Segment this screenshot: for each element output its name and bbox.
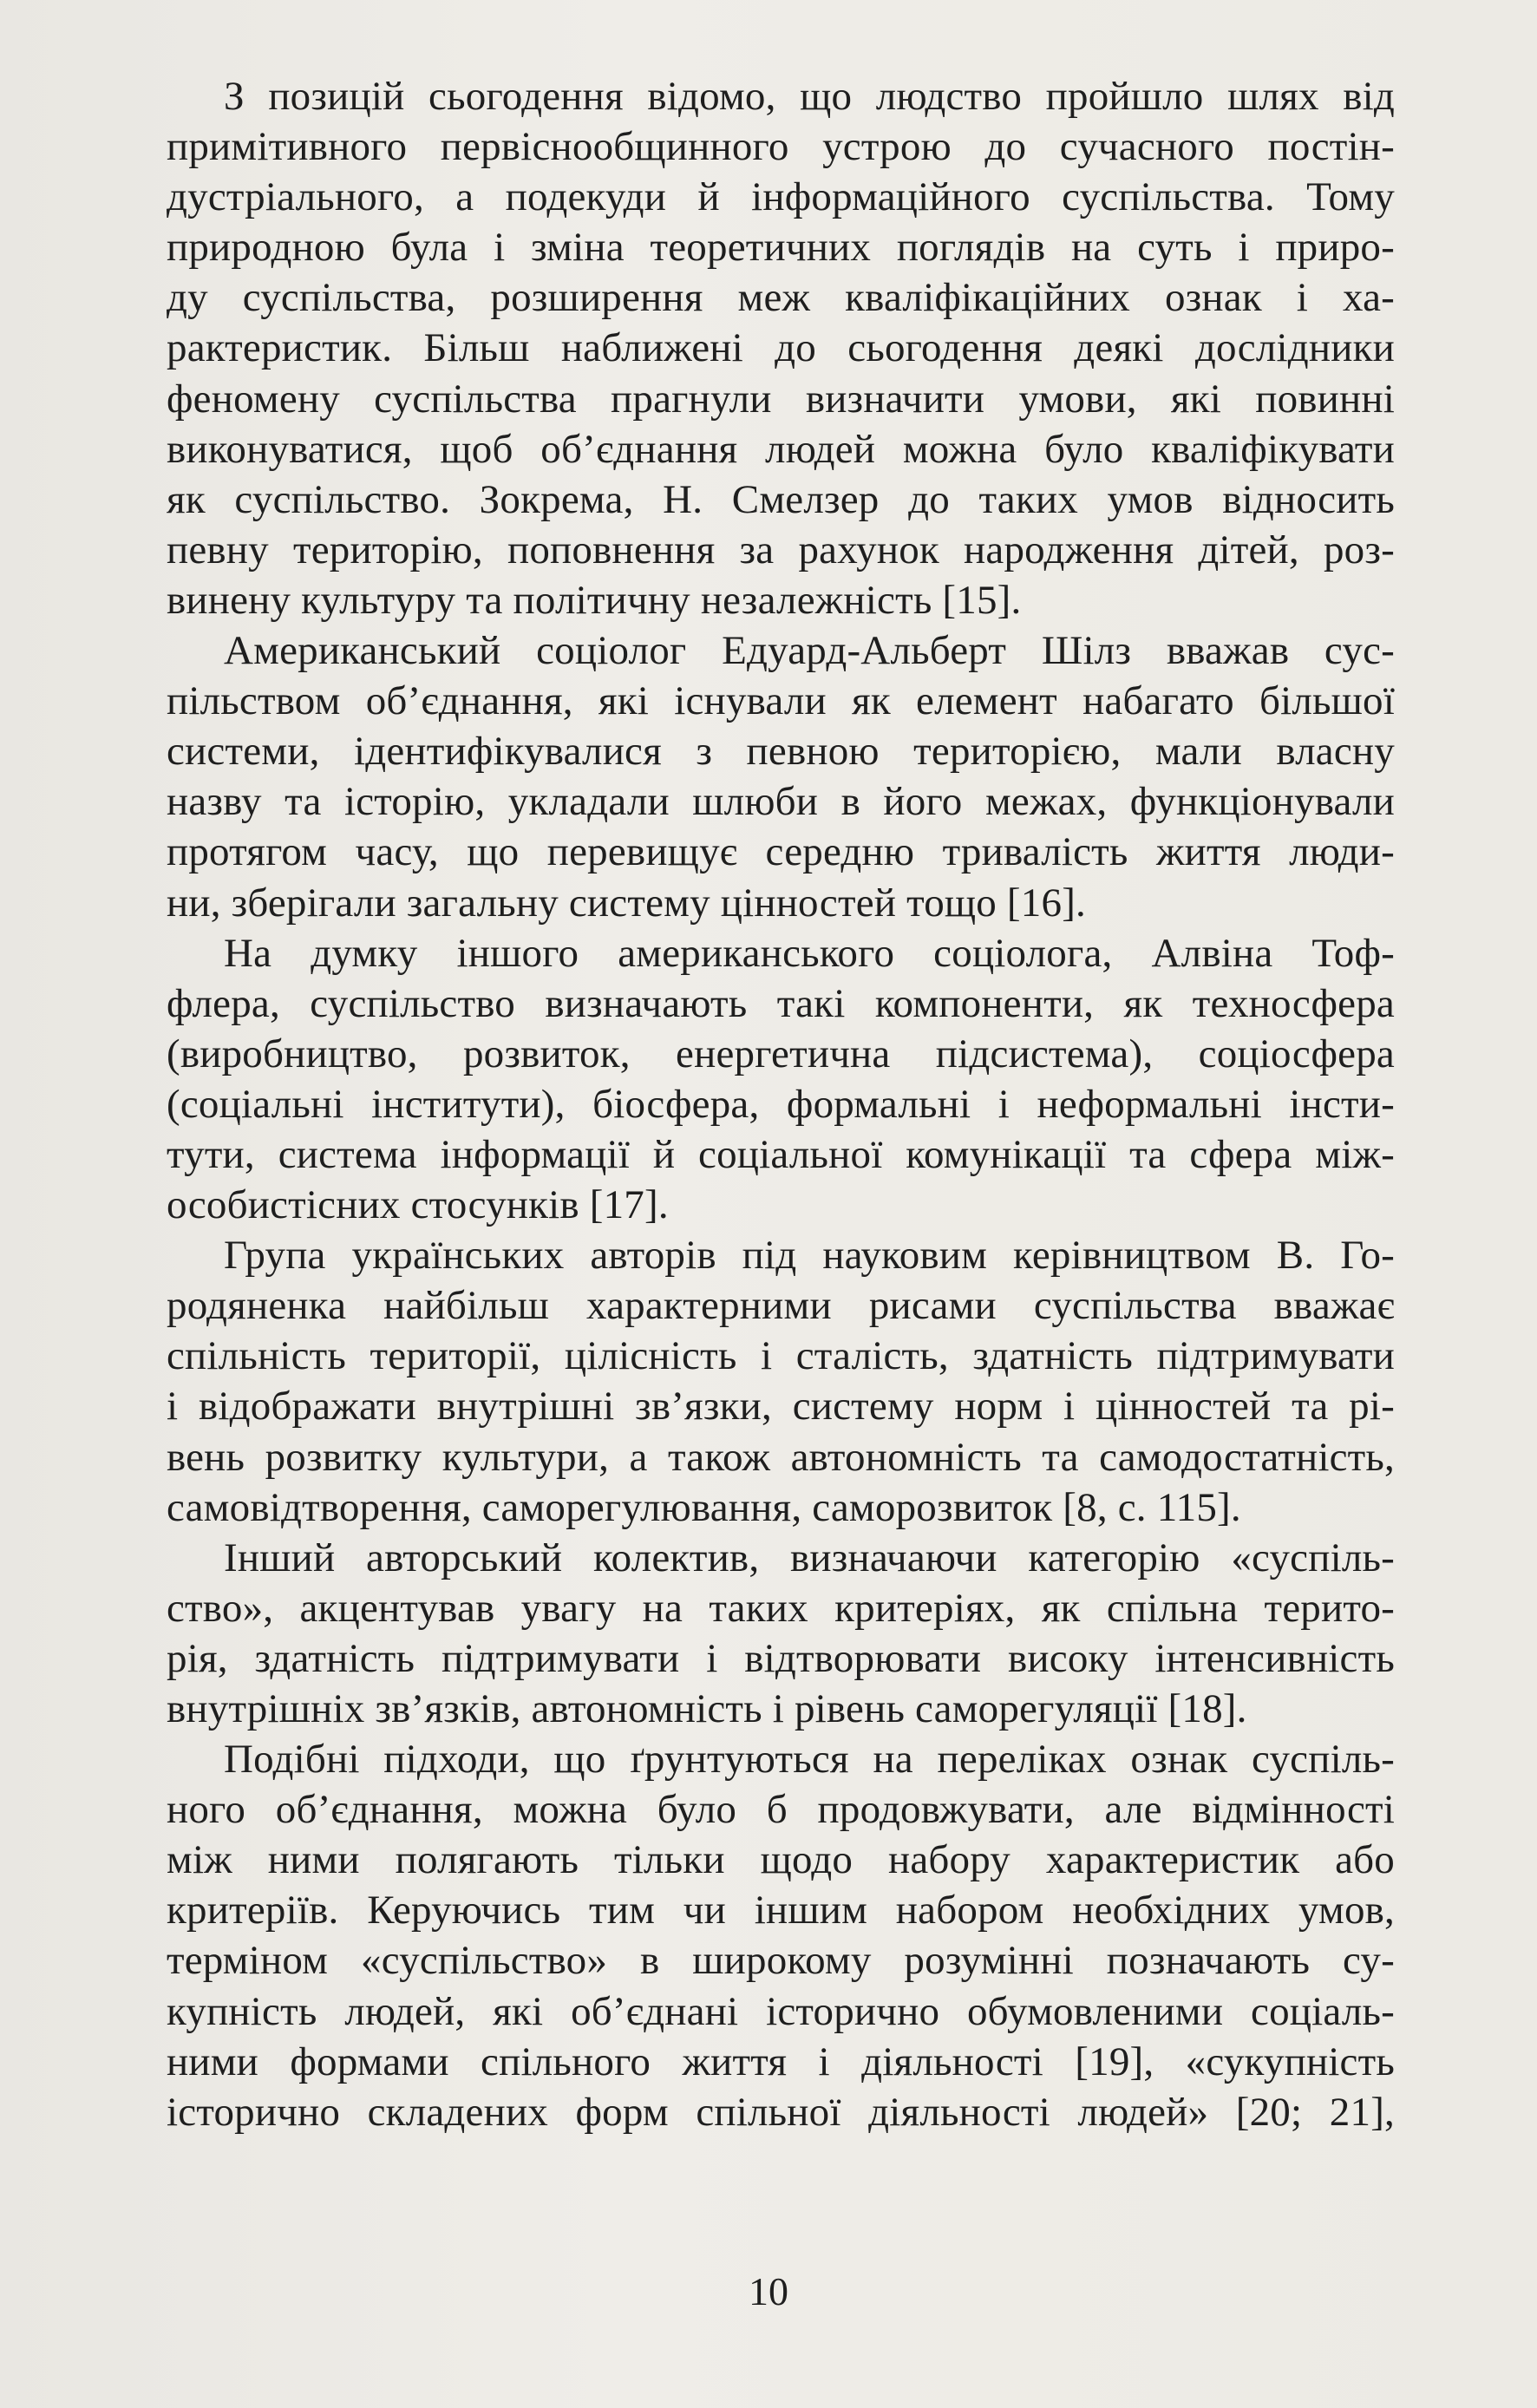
paragraph [167, 1734, 1395, 2137]
text-line: примітивного первіснообщинного устрою до сучасного постін- [167, 124, 1395, 170]
text-line: родяненка найбільш характерними рисами суспільства вважає [167, 1283, 1395, 1329]
paragraph [167, 71, 1395, 625]
text-line: Подібні підходи, що ґрунтуються на переліках ознак суспіль- [224, 1737, 1395, 1783]
text-line: терміном «суспільство» в широкому розумінні позначають су- [167, 1938, 1395, 1984]
text-line: самовідтворення, саморегулювання, саморозвиток [8, с. 115]. [167, 1484, 1241, 1530]
text-line: Американський соціолог Едуард-Альберт Шілз вважав сус- [224, 628, 1395, 674]
text-line: феномену суспільства прагнули визначити умови, які повинні [167, 376, 1395, 422]
text-line: ного об’єднання, можна було б продовжувати, але відмінності [167, 1787, 1395, 1833]
text-line: (соціальні інститути), біосфера, формальні і неформальні інсти- [167, 1081, 1395, 1127]
text-line: купність людей, які об’єднані історично обумовленими соціаль- [167, 1988, 1395, 2034]
text-line: виконуватися, щоб об’єднання людей можна було кваліфікувати [167, 426, 1395, 472]
text-line: ни, зберігали загальну систему цінностей тощо [16]. [167, 880, 1086, 926]
text-line: дустріального, а подекуди й інформаційного суспільства. Тому [167, 174, 1395, 220]
paragraph [167, 928, 1395, 1231]
text-line: між ними полягають тільки щодо набору характеристик або [167, 1837, 1395, 1883]
text-line: спільність території, цілісність і сталість, здатність підтримувати [167, 1333, 1395, 1379]
text-line: (виробництво, розвиток, енергетична підсистема), соціосфера [167, 1031, 1395, 1076]
text-line: особистісних стосунків [17]. [167, 1182, 669, 1228]
text-line: ду суспільства, розширення меж кваліфікаційних ознак і ха- [167, 275, 1395, 321]
text-line: як суспільство. Зокрема, Н. Смелзер до таких умов відносить [167, 476, 1395, 522]
text-line: Група українських авторів під науковим керівництвом В. Го- [224, 1233, 1395, 1279]
text-line: вень розвитку культури, а також автономність та самодостатність, [167, 1434, 1395, 1480]
text-line: внутрішніх зв’язків, автономність і рівень саморегуляції [18]. [167, 1686, 1247, 1731]
paragraph [167, 625, 1395, 928]
text-line: ними формами спільного життя і діяльності [19], «сукупність [167, 2038, 1395, 2084]
text-line: історично складених форм спільної діяльності людей» [20; 21], [167, 2089, 1395, 2135]
text-line: З позицій сьогодення відомо, що людство пройшло шлях від [224, 74, 1395, 119]
text-line: флера, суспільство визначають такі компоненти, як техносфера [167, 980, 1395, 1026]
text-line: і відображати внутрішні зв’язки, систему норм і цінностей та рі- [167, 1384, 1395, 1430]
paragraph [167, 1230, 1395, 1533]
text-line: назву та історію, укладали шлюби в його межах, функціонували [167, 779, 1395, 825]
text-line: винену культуру та політичну незалежність [15]. [167, 577, 1022, 623]
text-line: певну територію, поповнення за рахунок народження дітей, роз- [167, 527, 1395, 573]
body-text [167, 71, 1395, 2137]
text-line: рактеристик. Більш наближені до сьогодення деякі дослідники [167, 325, 1395, 371]
text-line: протягом часу, що перевищує середню тривалість життя люди- [167, 829, 1395, 875]
text-line: критеріїв. Керуючись тим чи іншим набором необхідних умов, [167, 1888, 1395, 1934]
text-line: тути, система інформації й соціальної комунікації та сфера між- [167, 1131, 1395, 1177]
text-line: рія, здатність підтримувати і відтворювати високу інтенсивність [167, 1635, 1395, 1681]
text-line: На думку іншого американського соціолога, Алвіна Тоф- [224, 930, 1395, 976]
text-line: Інший авторський колектив, визначаючи категорію «суспіль- [224, 1534, 1395, 1580]
paragraph [167, 1533, 1395, 1734]
text-line: ство», акцентував увагу на таких критеріях, як спільна терито- [167, 1585, 1395, 1631]
text-line: системи, ідентифікувалися з певною територією, мали власну [167, 729, 1395, 775]
text-line: природною була і зміна теоретичних поглядів на суть і приро- [167, 225, 1395, 271]
text-line: пільством об’єднання, які існували як елемент набагато більшої [167, 678, 1395, 724]
page-number: 10 [749, 2269, 788, 2313]
